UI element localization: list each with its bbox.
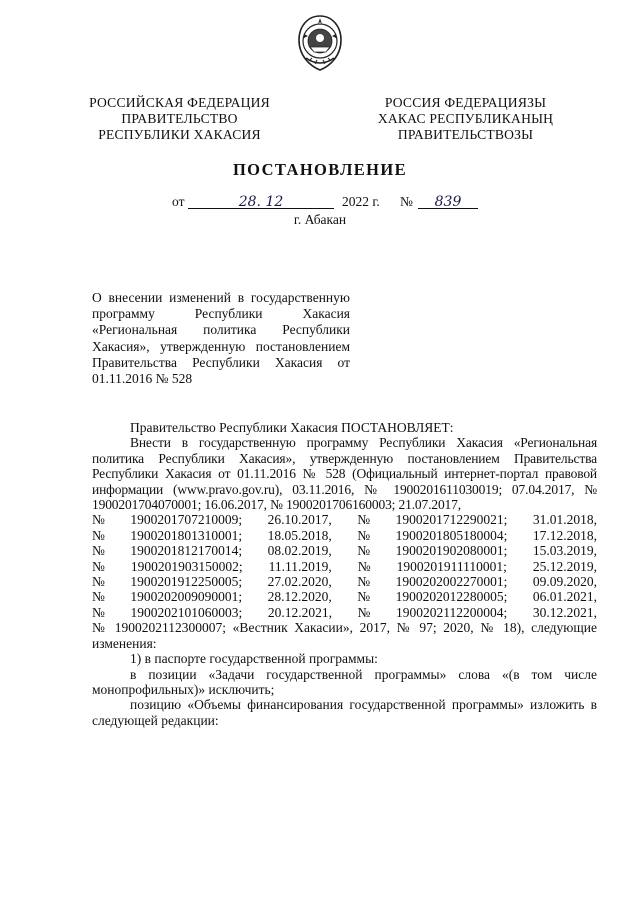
header-right-line-1: РОССИЯ ФЕДЕРАЦИЯЗЫ xyxy=(384,95,547,110)
registry-cell: 06.01.2021, xyxy=(532,589,597,605)
registry-cell: 26.10.2017, xyxy=(267,512,332,528)
registry-cell: № xyxy=(92,527,105,543)
registry-cell: № xyxy=(357,604,371,620)
republic-emblem xyxy=(296,14,344,72)
registry-cell: 09.09.2020, xyxy=(532,574,597,590)
body-text xyxy=(92,420,597,728)
registry-cell: № xyxy=(357,558,371,574)
registry-cell: № xyxy=(92,512,105,528)
registry-cell: 08.02.2019, xyxy=(267,543,332,559)
header-left-line-3: РЕСПУБЛИКИ ХАКАСИЯ xyxy=(98,127,261,142)
number-field xyxy=(418,194,478,209)
registry-cell: № xyxy=(92,574,105,590)
registry-cell: № xyxy=(357,589,371,605)
registry-row xyxy=(92,589,597,604)
registry-cell: 1900201801310001; xyxy=(130,527,243,543)
registry-cell: 1900202009090001; xyxy=(130,589,243,605)
registry-cell: 1900202012280005; xyxy=(395,589,508,605)
header-left-line-2: ПРАВИТЕЛЬСТВО xyxy=(121,111,238,126)
date-field xyxy=(188,194,334,209)
paragraph-funding: позицию «Объемы финансирования государственной программы» изложить в следующей редакции: xyxy=(92,697,597,728)
registry-cell: № xyxy=(357,574,371,590)
registry-cell: № xyxy=(357,527,371,543)
registry-cell: № xyxy=(92,589,105,605)
registry-cell: 1900202112200004; xyxy=(395,604,508,620)
header-left-line-1: РОССИЙСКАЯ ФЕДЕРАЦИЯ xyxy=(89,95,270,110)
registry-cell: № xyxy=(92,543,105,559)
paragraph-tasks: в позиции «Задачи государственной программы» слова «(в том числе монопрофильных)» исключить; xyxy=(92,666,597,697)
registry-row xyxy=(92,574,597,589)
registry-cell: 1900202101060003; xyxy=(130,604,243,620)
header-right-line-2: ХАКАС РЕСПУБЛИКАНЫҢ xyxy=(377,111,554,126)
registry-cell: 15.03.2019, xyxy=(532,543,597,559)
registry-row xyxy=(92,543,597,558)
handwritten-date: 28. 12 xyxy=(238,194,284,210)
paragraph-amendment-end: № 1900202112300007; «Вестник Хакасии», 2017, № 97; 2020, № 18), следующие изменения: xyxy=(92,620,597,651)
registry-cell: 27.02.2020, xyxy=(267,574,332,590)
registry-cell: 20.12.2021, xyxy=(267,604,332,620)
registry-cell: 1900201812170014; xyxy=(130,543,243,559)
year-label: 2022 г. xyxy=(342,194,380,209)
document-title: ПОСТАНОВЛЕНИЕ xyxy=(232,160,408,179)
header-left-block xyxy=(62,95,297,143)
registry-cell: 1900202002270001; xyxy=(395,574,508,590)
registry-cell: 1900201911110001; xyxy=(396,558,507,574)
handwritten-number: 839 xyxy=(434,194,462,210)
registry-row xyxy=(92,512,597,527)
registry-cell: 1900201707210009; xyxy=(130,512,243,528)
registry-cell: 31.01.2018, xyxy=(532,512,597,528)
registry-cell: 1900201902080001; xyxy=(395,543,508,559)
subject-block: О внесении изменений в государственную программу Республики Хакасия «Региональная политика Республики Хакасия», утвержденную постановлением Правительства Республики Хакасия от 01.11.2016 № 528 xyxy=(92,290,350,387)
list-item-1: 1) в паспорте государственной программы: xyxy=(130,651,378,667)
paragraph-resolves: Правительство Республики Хакасия ПОСТАНОВЛЯЕТ: xyxy=(130,420,454,435)
registry-cell: 1900201903150002; xyxy=(130,558,243,574)
registry-cell: 25.12.2019, xyxy=(532,558,597,574)
registry-cell: 17.12.2018, xyxy=(532,527,597,543)
registry-cell: 1900201712290021; xyxy=(395,512,508,528)
registry-row xyxy=(92,559,597,574)
date-from-label: от xyxy=(172,194,185,209)
registry-cell: 30.12.2021, xyxy=(532,604,597,620)
registry-cell: 28.12.2020, xyxy=(267,589,332,605)
registry-cell: 1900201912250005; xyxy=(130,574,243,590)
registry-cell: № xyxy=(92,558,105,574)
number-label: № xyxy=(400,194,413,209)
date-number-line xyxy=(0,194,640,214)
registry-row xyxy=(92,605,597,620)
header-right-line-3: ПРАВИТЕЛЬСТВОЗЫ xyxy=(397,127,534,142)
registry-cell: 18.05.2018, xyxy=(267,527,332,543)
registry-cell: № xyxy=(357,543,371,559)
registry-cell: 11.11.2019, xyxy=(268,558,332,574)
city-label: г. Абакан xyxy=(293,212,347,227)
registry-row xyxy=(92,528,597,543)
registry-cell: № xyxy=(357,512,371,528)
header-right-block xyxy=(348,95,583,143)
registry-cell: 1900201805180004; xyxy=(395,527,508,543)
registry-rows xyxy=(92,512,597,620)
registry-cell: № xyxy=(92,604,105,620)
paragraph-amendment-intro: Внести в государственную программу Республики Хакасия «Региональная политика Республики Хакасия», утвержденную постановлением Правительства Республики Хакасия от 01.11.2016 № 528 (Официальный интернет-портал правовой информации (www.pravo.gov.ru), 03.11.2016, № 1900201611030019; 07.04.2017, № 1900201704070001; 16.06.2017, № 1900201706160003; 21.07.2017, xyxy=(92,435,597,513)
